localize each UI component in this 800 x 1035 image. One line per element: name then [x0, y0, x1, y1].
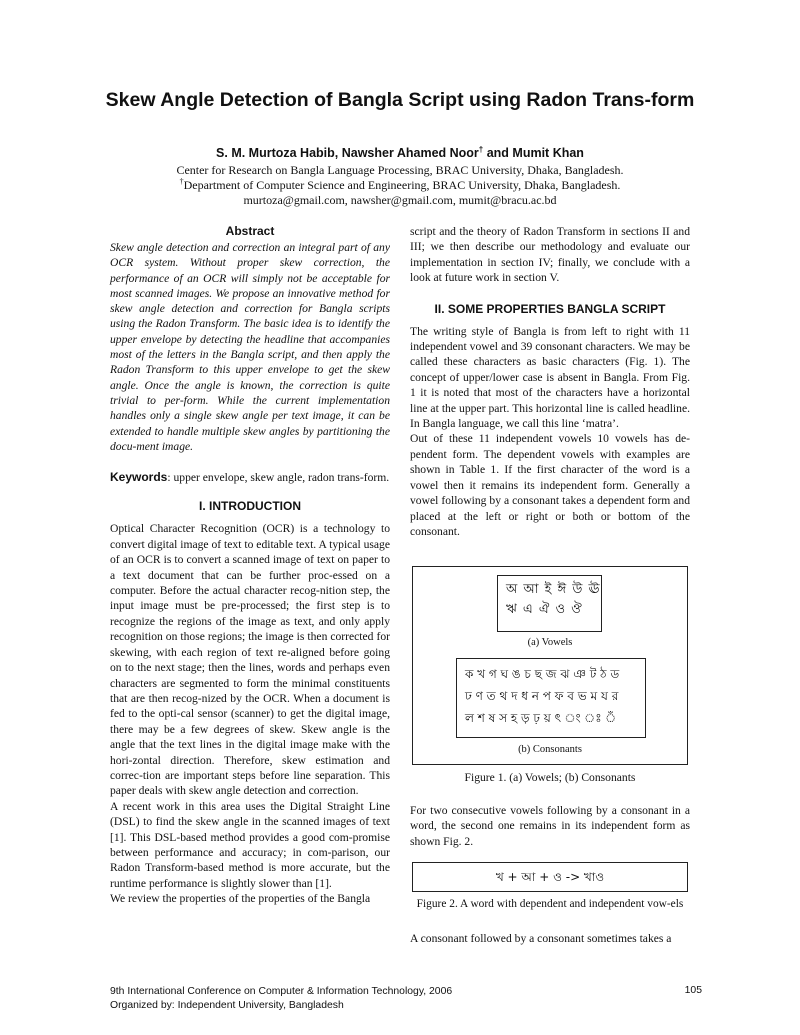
paper-title: Skew Angle Detection of Bangla Script using Radon Trans-form: [105, 89, 695, 111]
right-paragraph-0: script and the theory of Radon Transform in sections II and III; we then describe our methodology and evaluate our implementation in section IV; finally, we conclude with a look at future work in section V.: [410, 225, 690, 285]
last-paragraph: [410, 931, 690, 946]
authors-part2: and Mumit Khan: [483, 146, 584, 160]
affiliation-2: [100, 178, 700, 193]
page-footer: [110, 985, 452, 1013]
affiliation-2-text: Department of Computer Science and Engineering, BRAC University, Dhaka, Bangladesh.: [183, 178, 621, 193]
figure-1: [412, 566, 688, 765]
intro-paragraph-1: Optical Character Recognition (OCR) is a technology to convert digital image of text to editable text. A typical usage of an OCR is to convert a scanned image of text on paper to a text document that can be further proc-essed on a computer. Before the actual character recog-nition step, the input image must be pre-processed; the first step is to recognize the regions of the image as text, and only apply recognition on those regions; the image is then corrected for skewing, with each region of text re-aligned before going on to the next stage; then the lines, words and perhaps even characters are segmented to form the minimal constituents that are then recog-nized by the OCR. When a document is fed to the opti-cal sensor (scanner) to get the digital image, there may be a few degrees of skew. Skew angle is the angle that the text lines in the digital image make with the hori-zontal direction. Therefore, skew estimation and correc-tion are important steps before line separation. This paper deals with skew angle detection and correction.: [110, 522, 390, 798]
keywords: [110, 470, 390, 485]
consonants-caption: (b) Consonants: [518, 744, 582, 755]
consonants-line-1: ক খ গ ঘ ঙ চ ছ জ ঝ ঞ ট ঠ ড: [465, 667, 620, 681]
section-2-paragraph-1: The writing style of Bangla is from left to right with 11 independent vowel and 39 consonant characters. We may be called these characters as basic characters (Fig. 1). The concept of upper/lower case is absent in Bangla. From Fig. 1 it is noted that most of the characters have a horizontal line at the upper part. This horizontal line is called headline. In Bangla language, we call this line ‘matra’.: [410, 324, 690, 431]
affiliations: [100, 163, 700, 209]
consonants-box: [456, 658, 646, 738]
intro-paragraph-2: A recent work in this area uses the Digital Straight Line (DSL) to find the skew angle in the scanned images of text [1]. This DSL-based method provides a good com-promise between performance and accuracy; in com-parison, our Radon Transform-based method is more accurate, but the runtime performance is slightly slower than [1].: [110, 799, 390, 890]
section-2-paragraph-2: Out of these 11 independent vowels 10 vowels has de-pendent form. The dependent vowels with examples are shown in Table 1. If the first character of the word is a vowel then it remains its independent form. Generally a vowel following by a consonant takes a dependent form and placed at the left or right or both or bottom of the consonant.: [410, 432, 690, 538]
vowels-box: [497, 575, 602, 632]
right-column: [410, 224, 690, 539]
author-emails: murtoza@gmail.com, nawsher@gmail.com, mumit@bracu.ac.bd: [243, 193, 557, 208]
affiliation-1: Center for Research on Bangla Language Processing, BRAC University, Dhaka, Bangladesh.: [176, 163, 624, 177]
paragraph-after-figure-1: [410, 803, 690, 849]
last-paragraph-text: A consonant followed by a consonant sometimes takes a: [410, 932, 672, 945]
intro-heading: I. INTRODUCTION: [199, 499, 301, 514]
abstract-text: Skew angle detection and correction an integral part of any OCR system. Without proper skew correction, the performance of an OCR will simply not be acceptable for most scanned images. We propose an innovative method for skew angle detection and correction for Bangla scripts using the Radon Transform. The basic idea is to identify the upper envelope by detecting the headline that accompanies most of the letters in the Bangla script, and then apply the Radon Transform to this upper envelope to get the skew angle. Once the angle is known, the correction is quite trivial to per-form. While the current implementation handles only a single skew angle per text image, it can be extended to handle multiple skew angles by partitioning the docu-ment image.: [110, 241, 390, 453]
abstract-heading: Abstract: [225, 224, 275, 238]
consecutive-vowels-paragraph: For two consecutive vowels following by a consonant in a word, the second one remains in its independent form as shown Fig. 2.: [410, 804, 690, 848]
vowels-line-1: অ আ ই ঈ উ ঊ: [506, 582, 601, 597]
author-dagger: †: [478, 144, 484, 154]
footer-organizer: Organized by: Independent University, Bangladesh: [110, 1000, 344, 1011]
left-column: [110, 224, 390, 907]
authors-part1: S. M. Murtoza Habib, Nawsher Ahamed Noor: [216, 146, 479, 160]
page-number: 105: [684, 985, 702, 996]
author-list: [100, 146, 700, 160]
vowels-line-2: ঋ এ ঐ ও ঔ: [506, 602, 583, 617]
figure-2: খ + আ + ও -> খাও: [412, 862, 688, 892]
keywords-text: : upper envelope, skew angle, radon trans-form.: [167, 471, 390, 485]
intro-paragraph-3: We review the properties of the properties of the Bangla: [110, 892, 371, 906]
consonants-line-3: ল শ ষ স হ ড় ঢ় য় ৎ ং ঃ ঁ: [465, 711, 617, 725]
consonants-line-2: ঢ ণ ত থ দ ধ ন প ফ ব ভ ম য র: [465, 689, 619, 703]
vowels-caption: (a) Vowels: [527, 637, 573, 648]
keywords-label: Keywords: [110, 470, 168, 485]
footer-conference: 9th International Conference on Computer & Information Technology, 2006: [110, 986, 453, 997]
affiliation-dagger: †: [179, 177, 184, 187]
section-2-heading: II. SOME PROPERTIES BANGLA SCRIPT: [434, 301, 666, 316]
figure-2-caption: Figure 2. A word with dependent and independent vow-els: [416, 898, 684, 910]
figure-1-caption: Figure 1. (a) Vowels; (b) Consonants: [464, 771, 636, 784]
